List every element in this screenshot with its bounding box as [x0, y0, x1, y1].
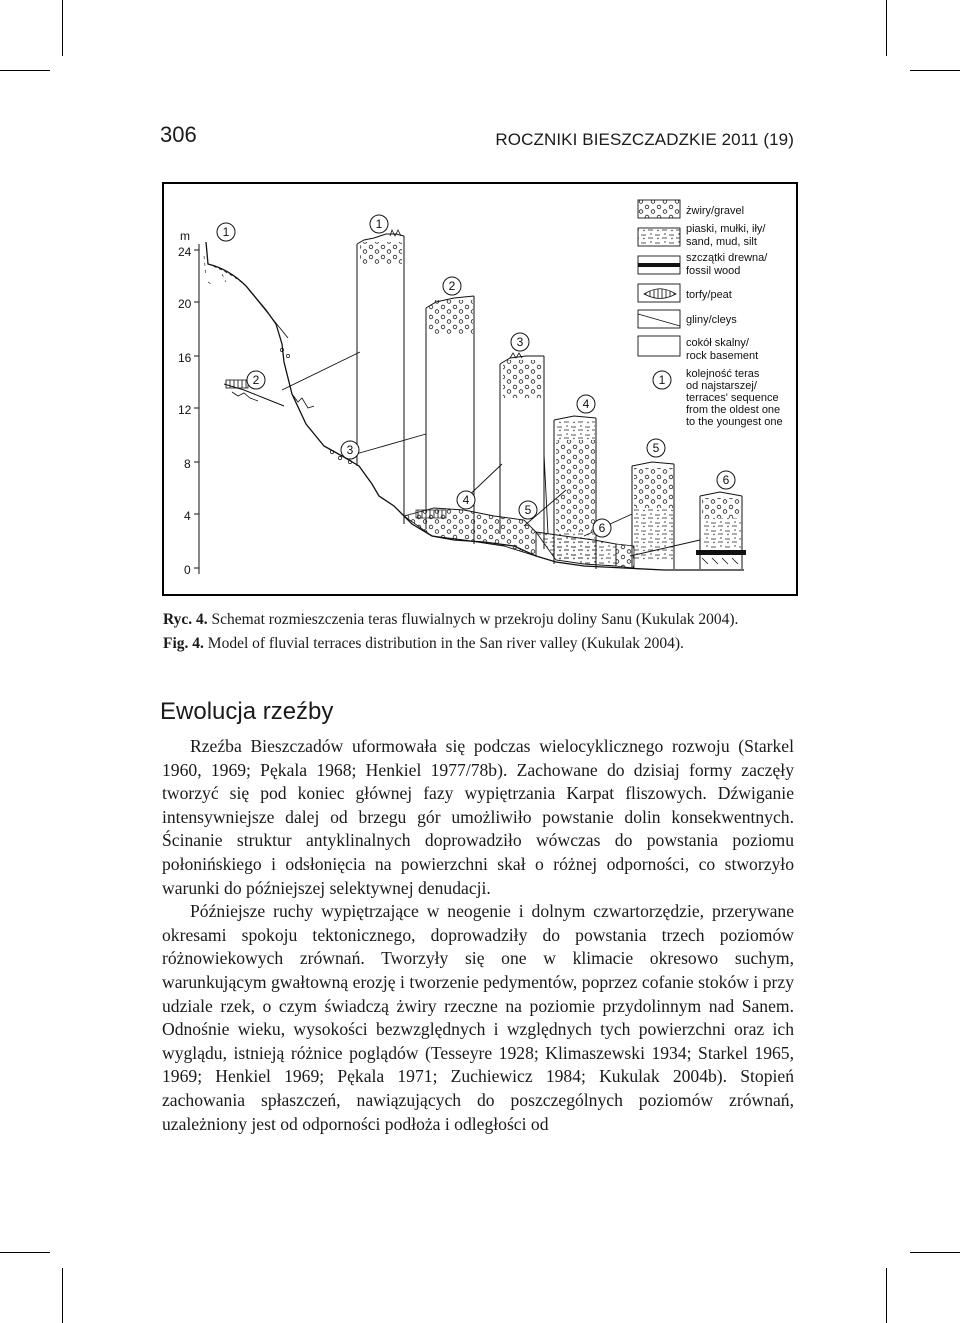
terrace-marker: [457, 491, 475, 509]
svg-text:torfy/peat: torfy/peat: [686, 289, 732, 301]
terrace-marker: [443, 277, 461, 295]
svg-text:od najstarszej/: od najstarszej/: [686, 380, 757, 392]
legend-peat: [638, 284, 732, 302]
svg-text:szczątki drewna/: szczątki drewna/: [686, 252, 768, 264]
running-title: ROCZNIKI BIESZCZADZKIE 2011 (19): [495, 130, 794, 149]
terrace-marker: [511, 333, 529, 351]
svg-text:5: 5: [652, 441, 660, 455]
figure-caption-en: [163, 633, 803, 654]
svg-text:1: 1: [658, 373, 666, 387]
crop-mark: [62, 0, 63, 56]
body-paragraph: Rzeźba Bieszczadów uformowała się podczas wielocyklicznego rozwoju (Starkel 1960, 1969; Pękala 1968; Henkiel 1977/78b). Zachowane do dzisiaj formy zaczęły tworzyć się pod koniec głównej fazy wypiętrzania Karpat fliszowych. Dźwiganie intensywniejsze dalej od brzegu gór umożliwiło powstanie dolin konsekwentnych. Ścinanie struktur antyklinalnych doprowadziło wówczas do powstania poziomu połonińskiego i odsłonięcia na powierzchni skał o różnej odporności, co stworzyło warunki do późniejszej selektywnej denudacji.: [162, 736, 794, 898]
crop-mark: [886, 0, 887, 56]
terrace-marker: [717, 471, 735, 489]
svg-text:1: 1: [375, 217, 383, 231]
terrace-column-6: [696, 492, 746, 569]
crop-mark: [910, 1252, 960, 1253]
svg-text:sand, mud, silt: sand, mud, silt: [686, 236, 757, 248]
page-number: 306: [160, 122, 197, 147]
terrace-marker: [647, 439, 665, 457]
svg-text:4: 4: [462, 493, 470, 507]
y-axis-unit: m: [180, 229, 190, 243]
crop-mark: [0, 1252, 50, 1253]
svg-text:terraces' sequence: terraces' sequence: [686, 392, 779, 404]
y-tick-label: 12: [178, 403, 192, 417]
y-tick-label: 0: [184, 563, 191, 577]
svg-text:from the oldest one: from the oldest one: [686, 404, 781, 416]
svg-text:fossil wood: fossil wood: [686, 265, 741, 277]
terrace-marker: [217, 223, 235, 241]
legend-gravel: [638, 200, 744, 218]
svg-text:to the youngest one: to the youngest one: [686, 416, 783, 428]
legend-clay: [638, 310, 737, 328]
terrace-figure: [162, 182, 798, 596]
svg-text:3: 3: [516, 335, 524, 349]
svg-text:żwiry/gravel: żwiry/gravel: [686, 205, 745, 217]
svg-text:2: 2: [252, 373, 260, 387]
crop-mark: [0, 70, 50, 71]
caption-text-pl: Schemat rozmieszczenia teras fluwialnych w przekroju doliny Sanu (Kukulak 2004).: [211, 611, 739, 628]
svg-text:6: 6: [722, 473, 730, 487]
section-title: Ewolucja rzeźby: [160, 698, 334, 725]
legend-rock: [638, 336, 758, 362]
svg-text:kolejność teras: kolejność teras: [686, 368, 760, 380]
caption-label-pl: Ryc. 4.: [163, 611, 208, 628]
y-tick-label: 16: [178, 351, 192, 365]
caption-text-en: Model of fluvial terraces distribution in the San river valley (Kukulak 2004).: [207, 635, 684, 652]
terrace-column-5: [632, 462, 674, 569]
terrace-diagram: [164, 184, 796, 594]
figure-legend: [638, 200, 783, 428]
legend-wood: [638, 252, 768, 277]
y-tick-label: 20: [178, 297, 192, 311]
svg-text:rock basement: rock basement: [686, 350, 759, 362]
terrace-column-1: [357, 230, 404, 524]
legend-sand: [638, 223, 766, 248]
svg-text:5: 5: [524, 503, 532, 517]
terrace-marker: [341, 441, 359, 459]
y-tick-label: 24: [178, 245, 192, 259]
terrace-marker: [519, 501, 537, 519]
svg-text:2: 2: [448, 279, 456, 293]
y-axis: [178, 229, 199, 577]
svg-text:gliny/cleys: gliny/cleys: [686, 314, 737, 326]
crop-mark: [886, 1268, 887, 1323]
body-text: [162, 735, 794, 1136]
y-tick-label: 8: [184, 457, 191, 471]
svg-text:1: 1: [222, 225, 230, 239]
figure-caption-pl: [163, 609, 803, 630]
svg-text:3: 3: [346, 443, 354, 457]
terrace-marker: [577, 395, 595, 413]
caption-label-en: Fig. 4.: [163, 635, 204, 652]
body-paragraph: Późniejsze ruchy wypiętrzające w neogenie i dolnym czwartorzędzie, przerywane okresami spokoju tektonicznego, doprowadziły do powstania trzech poziomów różnowiekowych zrównań. Tworzyły się one w klimacie okresowo suchym, warunkującym gwałtowną erozję i tworzenie pedymentów, poprzez cofanie stoków i przy udziale rzek, o czym świadczą żwiry rzeczne na poziomie przydolinnym nad Sanem. Odnośnie wieku, wysokości bezwzględnych i względnych tych powierzchni oraz ich wyglądu, istnieją różnice poglądów (Tesseyre 1928; Klimaszewski 1934; Starkel 1965, 1969; Henkiel 1969; Pękala 1971; Zuchiewicz 1984; Kukulak 2004b). Stopień zachowania spłaszczeń, nawiązujących do poszczególnych poziomów zrównań, uzależniony jest od odporności podłoża i odległości od: [162, 901, 794, 1134]
svg-text:6: 6: [598, 521, 606, 535]
crop-mark: [62, 1268, 63, 1323]
svg-text:4: 4: [582, 397, 590, 411]
y-tick-label: 4: [184, 509, 191, 523]
terrace-marker: [593, 519, 611, 537]
crop-mark: [910, 70, 960, 71]
terrace-marker: [247, 371, 265, 389]
svg-text:cokół skalny/: cokół skalny/: [686, 337, 749, 349]
legend-sequence: [653, 368, 783, 428]
svg-text:piaski, mułki, iły/: piaski, mułki, iły/: [686, 223, 766, 235]
terrace-marker: [370, 215, 388, 233]
